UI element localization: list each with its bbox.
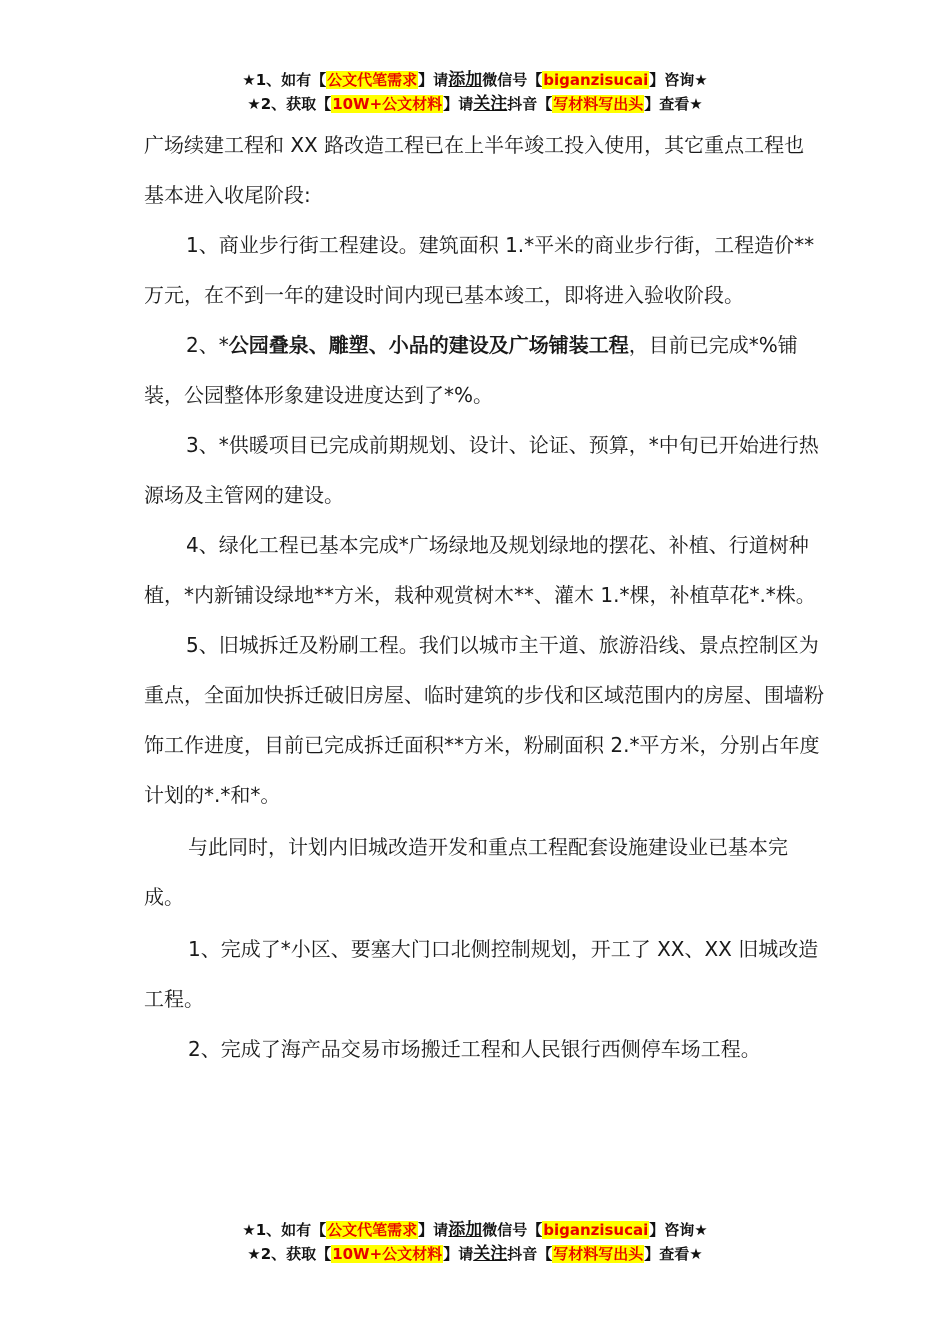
list-item-5: 5、旧城拆迁及粉刷工程。我们以城市主干道、旅游沿线、景点控制区为重点，全面加快拆迁破旧房屋、临时建筑的步伐和区域范围内的房屋、围墙粉饰工作进度，目前已完成拆迁面积**方米，粉刷面积 2.*平方米，分别占年度计划的*.*和*。 xyxy=(144,633,824,807)
banner-text: ★2、获取【 xyxy=(247,1245,332,1263)
banner-text: 】请 xyxy=(443,1245,474,1263)
bottom-banner xyxy=(0,1218,950,1266)
list-item-4: 4、绿化工程已基本完成*广场绿地及规划绿地的摆花、补植、行道树种植，*内新铺设绿地**方米，栽种观赏树木**、灌木 1.*棵，补植草花*.*株。 xyxy=(144,533,816,607)
item-text: 2、* xyxy=(186,333,229,357)
banner-line-1 xyxy=(0,1218,950,1242)
paragraph-2: 与此同时，计划内旧城改造开发和重点工程配套设施建设业已基本完成。 xyxy=(144,835,788,909)
banner-text: 】咨询★ xyxy=(649,71,708,89)
banner-text: ★2、获取【 xyxy=(247,95,332,113)
banner-text: 】查看★ xyxy=(644,95,703,113)
banner-text: 】查看★ xyxy=(644,1245,703,1263)
banner-text: 】请 xyxy=(443,95,474,113)
item-bold-text: 公园叠泉、雕塑、小品的建设及广场铺装工程 xyxy=(228,333,629,357)
banner-highlight: 公文代笔需求 xyxy=(327,1221,418,1239)
banner-highlight: biganzisucai xyxy=(543,1221,649,1239)
banner-text: 】咨询★ xyxy=(649,1221,708,1239)
banner-text: 抖音【 xyxy=(507,1245,553,1263)
banner-text: 微信号【 xyxy=(482,71,543,89)
banner-line-2 xyxy=(0,92,950,116)
banner-text: 微信号【 xyxy=(482,1221,543,1239)
banner-highlight: biganzisucai xyxy=(543,71,649,89)
banner-emphasis: 添加 xyxy=(448,70,483,90)
banner-emphasis: 添加 xyxy=(448,1220,483,1240)
banner-highlight: 写材料写出头 xyxy=(553,95,644,113)
document-body xyxy=(144,120,824,1074)
banner-highlight: 写材料写出头 xyxy=(553,1245,644,1263)
banner-text: 】请 xyxy=(418,1221,449,1239)
list-item-1: 1、商业步行街工程建设。建筑面积 1.*平米的商业步行街，工程造价**万元，在不到一年的建设时间内现已基本竣工，即将进入验收阶段。 xyxy=(144,233,815,307)
item-text: ，目前已完成*%铺装，公园整体形象建设进度达到了*%。 xyxy=(144,333,798,407)
banner-line-1 xyxy=(0,68,950,92)
banner-highlight: 公文代笔需求 xyxy=(327,71,418,89)
top-banner xyxy=(0,68,950,116)
banner-line-2 xyxy=(0,1242,950,1266)
list-item-2 xyxy=(144,320,824,420)
banner-text: 】请 xyxy=(418,71,449,89)
banner-emphasis: 关注 xyxy=(473,1244,508,1264)
banner-text: 抖音【 xyxy=(507,95,553,113)
banner-emphasis: 关注 xyxy=(473,94,508,114)
banner-highlight: 10W+公文材料 xyxy=(332,95,443,113)
paragraph-intro: 广场续建工程和 XX 路改造工程已在上半年竣工投入使用，其它重点工程也基本进入收尾阶段: xyxy=(144,133,805,207)
banner-text: ★1、如有【 xyxy=(242,1221,327,1239)
banner-text: ★1、如有【 xyxy=(242,71,327,89)
list-item-3: 3、*供暖项目已完成前期规划、设计、论证、预算，*中旬已开始进行热源场及主管网的建设。 xyxy=(144,433,819,507)
sub-item-1: 1、完成了*小区、要塞大门口北侧控制规划，开工了 XX、XX 旧城改造工程。 xyxy=(144,937,819,1011)
banner-highlight: 10W+公文材料 xyxy=(332,1245,443,1263)
sub-item-2: 2、完成了海产品交易市场搬迁工程和人民银行西侧停车场工程。 xyxy=(188,1037,761,1061)
